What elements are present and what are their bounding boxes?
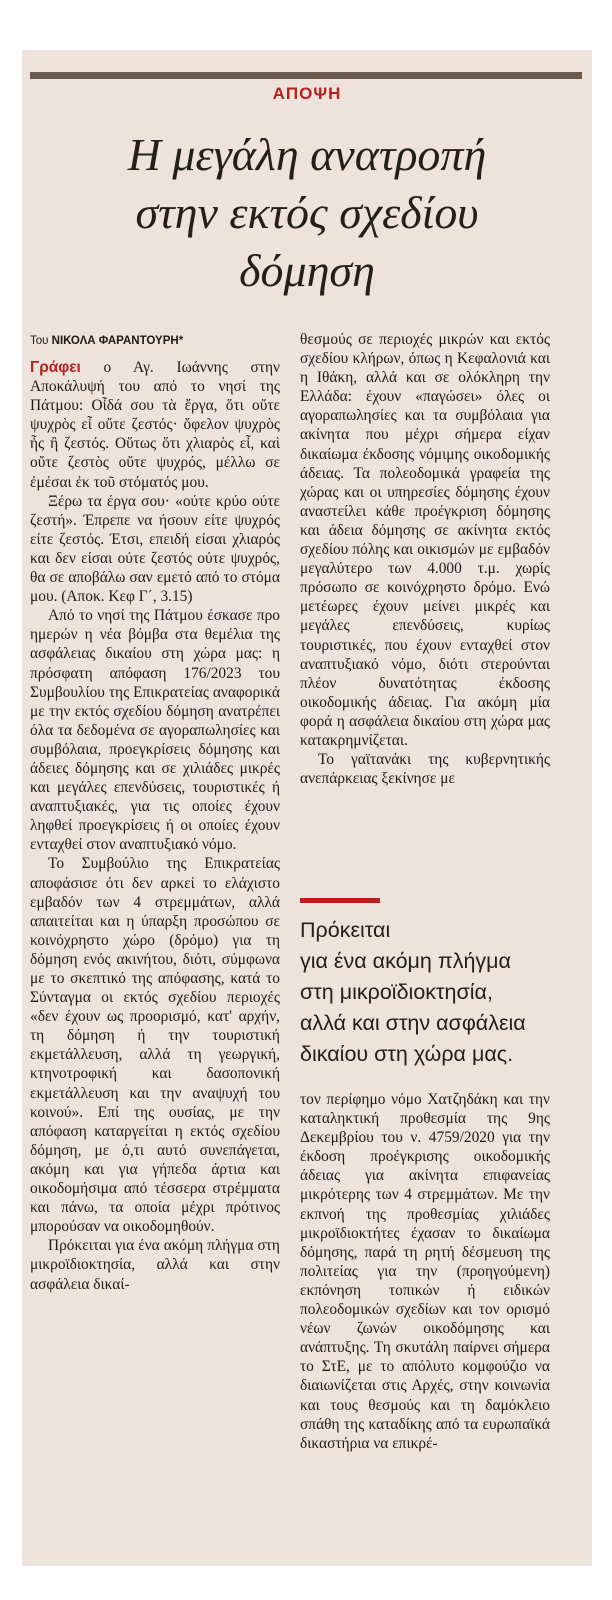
pull-quote-rule [300,898,380,903]
paragraph: Ξέρω τα έργα σου· «ούτε κρύο ούτε ζεστή». Έπρεπε να ήσουν είτε ψυχρός είτε ζεστός. Έτσι, επειδή είσαι χλιαρός και δεν είσαι ούτε ζεστός ούτε ψυχρός, θα σε αποβάλω σαν εμετό από το στόμα μου. (Αποκ. Κεφ Γ΄, 3.15) [30,492,280,606]
top-rule [30,72,582,79]
lead-word: Γράφει [30,359,81,376]
newspaper-page [22,50,592,1566]
pull-quote-line: για ένα ακόμη πλήγμα [300,949,511,973]
byline [30,332,280,350]
paragraph: θεσμούς σε περιοχές μικρών και εκτός σχεδίου κλήρων, όπως η Κεφαλονιά και η Ιθάκη, αλλά και σε ολόκληρη την Ελλάδα: έχουν «παγώσει» όλες οι αγοραπωλησίες και τα συμβόλαια για ακίνητα που μέχρι σήμερα είχαν δικαίωμα έκδοσης νόμιμης οικοδομικής άδειας. Τα πολεοδομικά γραφεία της χώρας και οι υπηρεσίες δόμησης έχουν αναστείλει κάθε προέγκριση δόμησης και άδεια δόμησης σε ακίνητα εκτός σχεδίου πόλης και οικισμών με εμβαδόν μεγαλύτερο των 4.000 τ.μ. χωρίς πρόσωπο σε κοινόχρηστο δρόμο. Ενώ μετέωρες έχουν μείνει μικρές και μεγάλες επενδύσεις, κυρίως τουριστικές, που έχουν ενταχθεί στον αναπτυξιακό νόμο, διότι στερούνται πλέον δυνατότητας έκδοσης οικοδομικής άδειας. Για ακόμη μία φορά η ασφάλεια δικαίου στη χώρα μας κατακρημνίζεται. [300,331,550,749]
paragraph: τον περίφημο νόμο Χατζηδάκη και την καταληκτική προθεσμία της 9ης Δεκεμβρίου του ν. 4759/2020 για την έκδοση προέγκρισης οικοδομικής άδειας για ακίνητα επιφανείας μικρότερης των 4 στρεμμάτων. Με την εκπνοή της προθεσμίας χιλιάδες μικροϊδιοκτήτες έχασαν το δικαίωμα δόμησης, παρά τη ρητή δέσμευση της πολιτείας για την (προηγούμενη) εκπόνηση τοπικών ή ειδικών πολεοδομικών σχεδίων και τον ορισμό νέων ζωνών οικοδόμησης και ανάπτυξης. Τη σκυτάλη παίρνει σήμερα το ΣτΕ, με το απόλυτο κομφούζιο να διαιωνίζεται στις Αρχές, στην κοινωνία και τους θεσμούς και τη δαμόκλειο σπάθη της καταδίκης από τα ευρωπαϊκά δικαστήρια να επικρέ- [300,1091,550,1452]
paragraph: Πρόκειται για ένα ακόμη πλήγμα στη μικροϊδιοκτησία, αλλά και στην ασφάλεια δικαί- [30,1237,280,1293]
paragraph: Το γαϊτανάκι της κυβερνητικής ανεπάρκειας ξεκίνησε με [300,751,550,788]
pull-quote [300,898,560,1070]
left-column [30,332,280,1294]
paragraph: Από το νησί της Πάτμου έσκασε προ ημερών η νέα βόμβα στα θεμέλια της ασφάλειας δικαίου στη χώρα μας: η πρόσφατη απόφαση 176/2023 του Συμβουλίου της Επικρατείας αναφορικά με την εκτός σχεδίου δόμηση ανατρέπει όλα τα δεδομένα σε αγοραπωλησίες και συμβόλαια, προεγκρίσεις δόμησης και άδειες δόμησης και σε χιλιάδες μικρές και μεγάλες επενδύσεις, τουριστικές ή αναπτυξιακές, για τις οποίες έχουν ληφθεί προεγκρίσεις ή οι οποίες έχουν ενταχθεί στον αναπτυξιακό νόμο. [30,607,280,854]
paragraph-text: ο Αγ. Ιωάννης στην Αποκάλυψή του από το νησί της Πάτμου: Οἶδά σου τὰ ἔργα, ὅτι οὔτε ψυχρὸς εἶ οὔτε ζεστός· ὄφελον ψυχρὸς ἦς ἢ ζεστός. Οὕτως ὅτι χλιαρὸς εἶ, καὶ οὔτε ζεστὸς οὔτε ψυχρός, μέλλω σε ἐμέσαι ἐκ τοῦ στόματός μου. [30,359,280,491]
headline-line-1: Η μεγάλη ανατροπή [127,129,487,180]
pull-quote-text [300,915,560,1070]
section-label: ΑΠΟΨΗ [272,84,342,103]
headline [22,126,592,300]
right-column-top [300,330,550,788]
byline-author: ΝΙΚΟΛΑ ΦΑΡΑΝΤΟΥΡΗ* [51,335,184,347]
headline-line-3: δόμηση [239,245,375,296]
byline-prefix: Του [30,335,49,347]
pull-quote-line: αλλά και στην ασφάλεια [300,1011,526,1035]
headline-line-2: στην εκτός σχεδίου [135,187,479,238]
paragraph: Το Συμβούλιο της Επικρατείας αποφάσισε ότι δεν αρκεί το ελάχιστο εμβαδόν των 4 στρεμμάτων, αλλά απαιτείται και η ύπαρξη προσώπου σε κοινόχρηστο χώρο (δρόμο) για τη δόμηση ενός ακινήτου, διότι, σύμφωνα με το σκεπτικό της απόφασης, κατά το Σύνταγμα οι εκτός σχεδίου περιοχές «δεν έχουν ως προορισμό, κατ' αρχήν, τη δόμηση ή την τουριστική εκμετάλλευση, αλλά τη γεωργική, κτηνοτροφική και δασοπονική εκμετάλλευση και την αναψυχή του κοινού». Επί της ουσίας, με την απόφαση καταργείται η εκτός σχεδίου δόμηση, με ό,τι αυτό συνεπάγεται, ακόμη και για γήπεδα άρτια και οικοδομήσιμα από τέσσερα στρέμματα και πάνω, τα οποία μέχρι πρότινος μπορούσαν να οικοδομηθούν. [30,855,280,1236]
paragraph [30,358,280,492]
pull-quote-line: δικαίου στη χώρα μας. [300,1042,514,1066]
pull-quote-line: στη μικροϊδιοκτησία, [300,980,493,1004]
pull-quote-line: Πρόκειται [300,918,391,942]
right-column-bottom [300,1090,550,1453]
